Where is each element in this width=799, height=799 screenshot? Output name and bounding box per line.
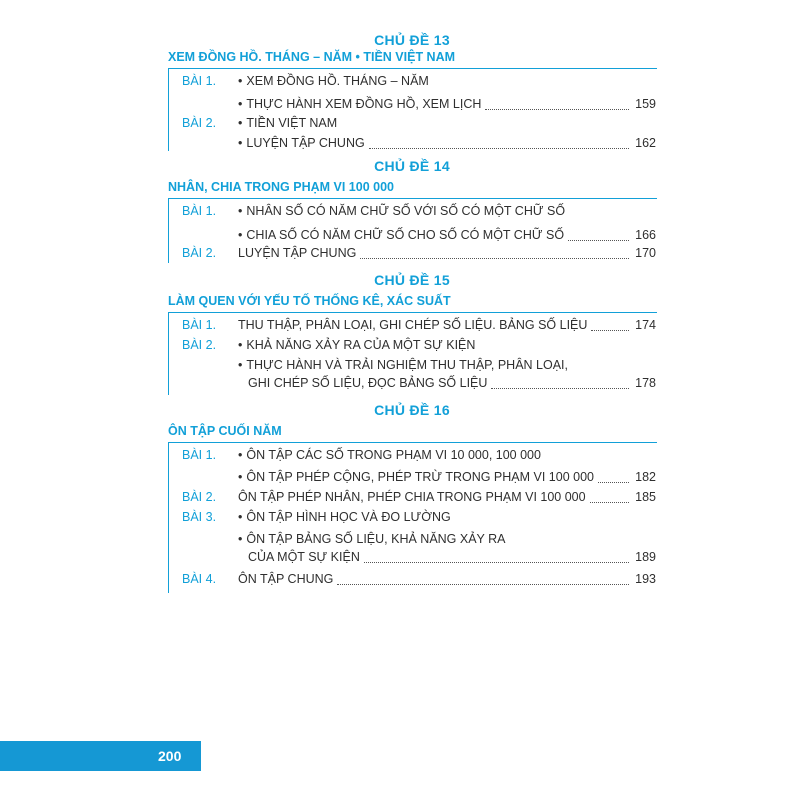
dot-leader <box>598 482 629 483</box>
toc-page-number: 159 <box>635 97 656 111</box>
chapter-title: ÔN TẬP CUỐI NĂM <box>168 424 282 438</box>
toc-entry-text: LUYỆN TẬP CHUNG <box>238 246 357 260</box>
toc-page-number: 166 <box>635 228 656 242</box>
chapter-title: LÀM QUEN VỚI YẾU TỐ THỐNG KÊ, XÁC SUẤT <box>168 294 451 308</box>
bullet-icon: • <box>238 116 243 130</box>
toc-page-number: 182 <box>635 470 656 484</box>
toc-entry[interactable] <box>238 318 587 332</box>
dot-leader <box>591 330 629 331</box>
lesson-label: BÀI 1. <box>182 448 217 462</box>
lesson-label: BÀI 2. <box>182 338 217 352</box>
toc-entry[interactable] <box>238 136 365 150</box>
toc-entry[interactable] <box>238 228 564 242</box>
toc-entry-text: CỦA MỘT SỰ KIỆN <box>248 550 360 564</box>
toc-page-number: 189 <box>635 550 656 564</box>
bullet-icon: • <box>238 532 243 546</box>
toc-entry-text: KHẢ NĂNG XẢY RA CỦA MỘT SỰ KIỆN <box>246 338 476 352</box>
chapter-heading: CHỦ ĐỀ 13 <box>374 32 450 48</box>
toc-entry-text: THU THẬP, PHÂN LOẠI, GHI CHÉP SỐ LIỆU. BẢNG SỐ LIỆU <box>238 318 588 332</box>
lesson-label: BÀI 3. <box>182 510 217 524</box>
toc-entry-text: TIỀN VIỆT NAM <box>246 116 338 130</box>
toc-page-number: 162 <box>635 136 656 150</box>
lesson-label: BÀI 1. <box>182 74 217 88</box>
chapter-heading: CHỦ ĐỀ 15 <box>374 272 450 288</box>
toc-entry[interactable] <box>238 490 586 504</box>
chapter-title: NHÂN, CHIA TRONG PHẠM VI 100 000 <box>168 180 394 194</box>
toc-page-number: 193 <box>635 572 656 586</box>
toc-entry[interactable] <box>238 97 481 111</box>
chapter-title: XEM ĐỒNG HỒ. THÁNG – NĂM • TIỀN VIỆT NAM <box>168 50 456 64</box>
toc-entry[interactable] <box>238 532 506 546</box>
chapter-heading: CHỦ ĐỀ 16 <box>374 402 450 418</box>
toc-entry-text: NHÂN SỐ CÓ NĂM CHỮ SỐ VỚI SỐ CÓ MỘT CHỮ SỐ <box>246 204 566 218</box>
lesson-label: BÀI 4. <box>182 572 217 586</box>
toc-entry-text: ÔN TẬP BẢNG SỐ LIỆU, KHẢ NĂNG XẢY RA <box>246 532 506 546</box>
toc-entry-text: ÔN TẬP PHÉP CỘNG, PHÉP TRỪ TRONG PHẠM VI 100 000 <box>246 470 594 484</box>
lesson-label: BÀI 2. <box>182 116 217 130</box>
toc-entry[interactable] <box>238 246 356 260</box>
bullet-icon: • <box>238 74 243 88</box>
page-number: 200 <box>158 748 182 764</box>
lesson-label: BÀI 2. <box>182 246 217 260</box>
lesson-label: BÀI 1. <box>182 204 217 218</box>
toc-entry[interactable] <box>238 358 568 372</box>
toc-entry-text: THỰC HÀNH XEM ĐỒNG HỒ, XEM LỊCH <box>246 97 482 111</box>
bullet-icon: • <box>238 136 243 150</box>
toc-entry-text: ÔN TẬP HÌNH HỌC VÀ ĐO LƯỜNG <box>246 510 451 524</box>
toc-page-number: 170 <box>635 246 656 260</box>
toc-entry-text: ÔN TẬP CHUNG <box>238 572 334 586</box>
toc-entry[interactable] <box>238 204 565 218</box>
toc-entry[interactable] <box>248 550 360 564</box>
dot-leader <box>590 502 629 503</box>
toc-page-number: 178 <box>635 376 656 390</box>
dot-leader <box>491 388 629 389</box>
toc-entry[interactable] <box>238 338 475 352</box>
lesson-label: BÀI 1. <box>182 318 217 332</box>
dot-leader <box>369 148 629 149</box>
bullet-icon: • <box>238 510 243 524</box>
toc-entry-text: ÔN TẬP CÁC SỐ TRONG PHẠM VI 10 000, 100 000 <box>246 448 541 462</box>
toc-entry-text: LUYỆN TẬP CHUNG <box>246 136 365 150</box>
toc-entry-text: THỰC HÀNH VÀ TRẢI NGHIỆM THU THẬP, PHÂN LOẠI, <box>246 358 569 372</box>
toc-entry-text: ÔN TẬP PHÉP NHÂN, PHÉP CHIA TRONG PHẠM VI 100 000 <box>238 490 586 504</box>
bullet-icon: • <box>238 97 243 111</box>
toc-entry[interactable] <box>238 510 451 524</box>
lesson-label: BÀI 2. <box>182 490 217 504</box>
bullet-icon: • <box>238 338 243 352</box>
dot-leader <box>360 258 629 259</box>
bullet-icon: • <box>238 470 243 484</box>
toc-entry-text: XEM ĐỒNG HỒ. THÁNG – NĂM <box>246 74 429 88</box>
bullet-icon: • <box>238 228 243 242</box>
bullet-icon: • <box>238 448 243 462</box>
dot-leader <box>485 109 629 110</box>
toc-page-number: 185 <box>635 490 656 504</box>
toc-entry[interactable] <box>248 376 487 390</box>
toc-entry[interactable] <box>238 116 337 130</box>
dot-leader <box>364 562 629 563</box>
bullet-icon: • <box>238 204 243 218</box>
toc-entry[interactable] <box>238 74 429 88</box>
toc-entry[interactable] <box>238 448 541 462</box>
toc-page-number: 174 <box>635 318 656 332</box>
dot-leader <box>337 584 629 585</box>
toc-entry-text: CHIA SỐ CÓ NĂM CHỮ SỐ CHO SỐ CÓ MỘT CHỮ SỐ <box>246 228 565 242</box>
bullet-icon: • <box>238 358 243 372</box>
toc-entry-text: GHI CHÉP SỐ LIỆU, ĐỌC BẢNG SỐ LIỆU <box>248 376 488 390</box>
dot-leader <box>568 240 629 241</box>
toc-entry[interactable] <box>238 572 333 586</box>
chapter-heading: CHỦ ĐỀ 14 <box>374 158 450 174</box>
toc-entry[interactable] <box>238 470 594 484</box>
